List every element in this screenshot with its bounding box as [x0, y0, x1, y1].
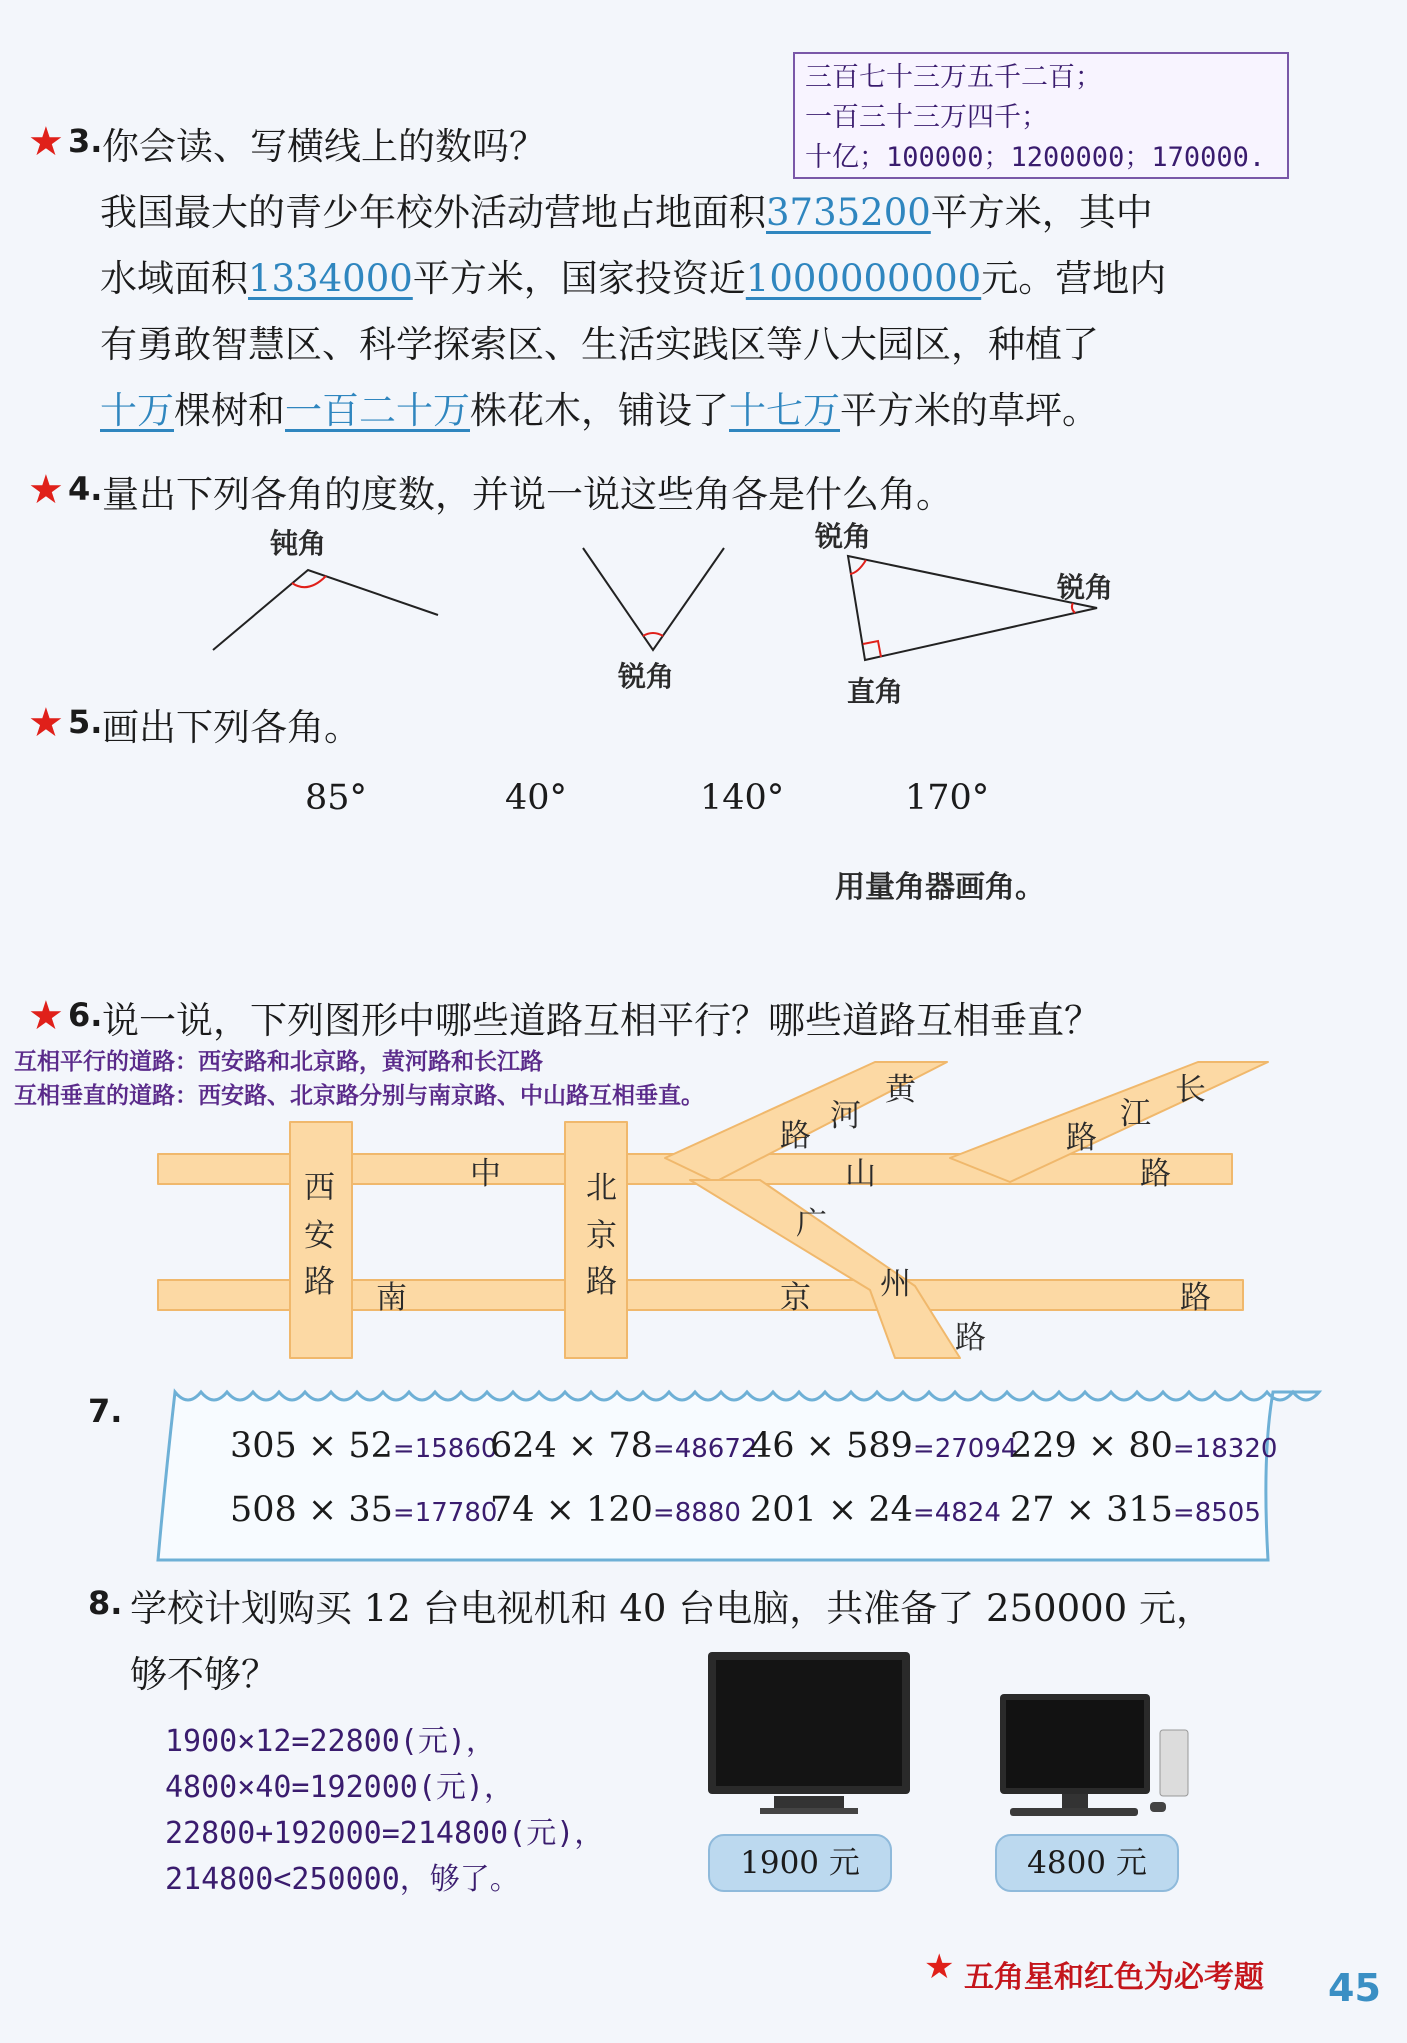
triangle-bottom-angle-label: 直角: [847, 675, 904, 708]
road-label: 西: [304, 1170, 335, 1206]
q3-blank-flowers: 一百二十万: [285, 389, 470, 432]
q3-blank-lawn: 十七万: [729, 389, 840, 432]
q5-number: 5.: [68, 703, 103, 741]
road-label: 黄: [885, 1072, 916, 1108]
page-number: 45: [1328, 1966, 1381, 2010]
road-label: 路: [304, 1264, 335, 1300]
angle-value: 85°: [305, 778, 368, 818]
calc-item: 74 × 120=8880: [490, 1490, 741, 1530]
q4-question: 量出下列各角的度数，并说一说这些角各是什么角。: [102, 473, 953, 516]
required-star-icon: ★: [28, 467, 64, 513]
road-label: 路: [780, 1118, 811, 1154]
q3-blank-water-area: 1334000: [248, 257, 413, 300]
road-label: 山: [845, 1156, 876, 1192]
calc-item: 624 × 78=48672: [490, 1426, 758, 1466]
q8-question-line-1: 学校计划购买 12 台电视机和 40 台电脑，共准备了 250000 元，: [130, 1587, 1213, 1630]
q3-question: 你会读、写横线上的数吗？: [102, 125, 546, 168]
computer-price-tag: 4800 元: [995, 1834, 1179, 1892]
calc-item: 27 × 315=8505: [1010, 1490, 1261, 1530]
road-label: 安: [304, 1218, 335, 1254]
q8-work-line: 4800×40=192000(元)，: [165, 1770, 514, 1805]
calc-item: 229 × 80=18320: [1010, 1426, 1278, 1466]
road-label: 河: [830, 1098, 861, 1134]
q6-number: 6.: [68, 996, 103, 1034]
q3-answer-line: 三百七十三万五千二百；: [805, 62, 1102, 93]
q3-answer-line: 一百三十三万四千；: [805, 102, 1048, 133]
q4-number: 4.: [68, 470, 103, 508]
road-label: 路: [1066, 1120, 1097, 1156]
angle-value: 170°: [905, 778, 990, 818]
q3-blank-investment: 1000000000: [745, 257, 982, 300]
road-label: 路: [1140, 1156, 1171, 1192]
road-label: 州: [880, 1266, 911, 1302]
footer-star-icon: ★: [924, 1947, 955, 1987]
q3-paragraph-line-3: 有勇敢智慧区、科学探索区、生活实践区等八大园区，种植了: [100, 323, 1099, 366]
computer-icon: [1000, 1694, 1188, 1816]
q3-answer-line: 十亿；100000；1200000；170000.: [805, 142, 1266, 173]
triangle-right-angle-label: 锐角: [1057, 571, 1114, 604]
q8-number: 8.: [88, 1584, 123, 1622]
footer-note: 五角星和红色为必考题: [964, 1960, 1264, 1995]
road-label: 京: [780, 1280, 811, 1316]
q8-work-line: 22800+192000=214800(元)，: [165, 1816, 605, 1851]
q8-work-line: 214800<250000，够了。: [165, 1862, 520, 1897]
tv-icon: [708, 1652, 910, 1814]
road-label: 南: [376, 1280, 407, 1316]
q6-answer-parallel: 互相平行的道路：西安路和北京路，黄河路和长江路: [14, 1049, 543, 1075]
road-label: 京: [586, 1218, 617, 1254]
q6-answer-perpendicular: 互相垂直的道路：西安路、北京路分别与南京路、中山路互相垂直。: [14, 1083, 704, 1109]
required-star-icon: ★: [28, 119, 64, 165]
road-label: 江: [1120, 1096, 1151, 1132]
calc-item: 201 × 24=4824: [750, 1490, 1001, 1530]
required-star-icon: ★: [28, 993, 64, 1039]
calc-item: 46 × 589=27094: [750, 1426, 1018, 1466]
obtuse-angle-label: 钝角: [270, 527, 327, 560]
q6-question: 说一说，下列图形中哪些道路互相平行？哪些道路互相垂直？: [102, 999, 1101, 1042]
q3-blank-area: 3735200: [766, 191, 931, 234]
tv-price-tag: 1900 元: [708, 1834, 892, 1892]
road-label: 路: [1180, 1280, 1211, 1316]
road-label: 路: [955, 1320, 986, 1356]
angle-value: 40°: [505, 778, 568, 818]
v-angle-label: 锐角: [618, 660, 675, 693]
road-label: 长: [1175, 1072, 1206, 1108]
q3-paragraph-line-2: 水域面积1334000平方米，国家投资近1000000000元。营地内: [100, 257, 1167, 300]
q3-paragraph-line-1: 我国最大的青少年校外活动营地占地面积3735200平方米，其中: [100, 191, 1153, 234]
road-label: 中: [470, 1156, 501, 1192]
q3-blank-trees: 十万: [100, 389, 174, 432]
calc-item: 305 × 52=15860: [230, 1426, 498, 1466]
required-star-icon: ★: [28, 700, 64, 746]
road-label: 广: [796, 1206, 827, 1242]
q3-paragraph-line-4: 十万棵树和一百二十万株花木，铺设了十七万平方米的草坪。: [100, 389, 1099, 432]
q7-number: 7.: [88, 1392, 123, 1430]
q8-work-line: 1900×12=22800(元)，: [165, 1724, 496, 1759]
angle-value: 140°: [700, 778, 785, 818]
triangle-top-angle-label: 锐角: [815, 520, 872, 553]
q3-number: 3.: [68, 122, 103, 160]
calc-item: 508 × 35=17780: [230, 1490, 498, 1530]
road-label: 路: [586, 1264, 617, 1300]
q8-question-line-2: 够不够？: [130, 1653, 278, 1696]
q5-question: 画出下列各角。: [102, 706, 361, 749]
q5-answer-hint: 用量角器画角。: [835, 870, 1045, 905]
road-label: 北: [586, 1170, 617, 1206]
